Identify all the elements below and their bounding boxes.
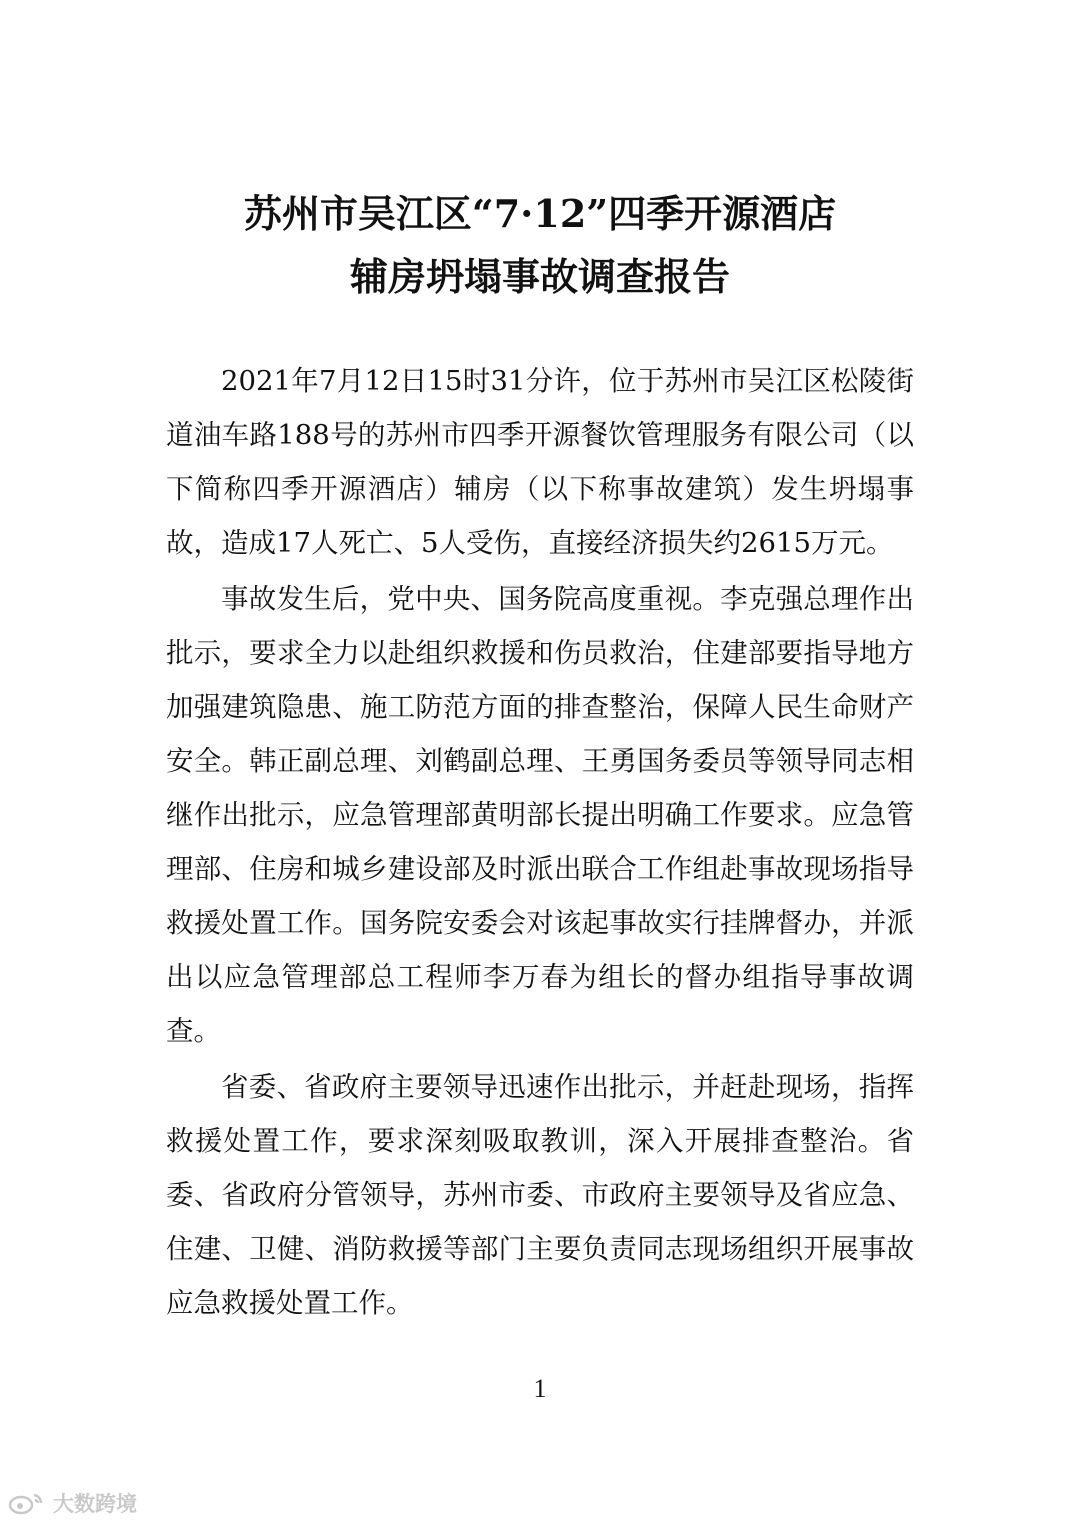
title-line-2: 辅房坍塌事故调查报告	[349, 254, 730, 299]
watermark-text: 大数跨境	[53, 1492, 137, 1516]
document-body	[166, 354, 914, 1332]
paragraph-1: 2021年7月12日15时31分许，位于苏州市吴江区松陵街道油车路188号的苏州市四季开源餐饮管理服务有限公司（以下简称四季开源酒店）辅房（以下称事故建筑）发生坍塌事故，造成17人死亡、5人受伤，直接经济损失约2615万元。	[166, 365, 914, 559]
page-number: 1	[533, 1374, 547, 1403]
title-line-1: 苏州市吴江区“7·12”四季开源酒店	[243, 191, 837, 236]
weibo-logo-icon	[8, 1491, 48, 1515]
paragraph-3: 省委、省政府主要领导迅速作出批示，并赶赴现场，指挥救援处置工作，要求深刻吸取教训，深入开展排查整治。省委、省政府分管领导，苏州市委、市政府主要领导及省应急、住建、卫健、消防救援等部门主要负责同志现场组织开展事故应急救援处置工作。	[166, 1071, 914, 1319]
watermark	[8, 1488, 137, 1518]
document-title	[0, 182, 1080, 308]
paragraph-2: 事故发生后，党中央、国务院高度重视。李克强总理作出批示，要求全力以赴组织救援和伤员救治，住建部要指导地方加强建筑隐患、施工防范方面的排查整治，保障人民生命财产安全。韩正副总理、刘鹤副总理、王勇国务委员等领导同志相继作出批示，应急管理部黄明部长提出明确工作要求。应急管理部、住房和城乡建设部及时派出联合工作组赴事故现场指导救援处置工作。国务院安委会对该起事故实行挂牌督办，并派出以应急管理部总工程师李万春为组长的督办组指导事故调查。	[166, 583, 914, 1047]
